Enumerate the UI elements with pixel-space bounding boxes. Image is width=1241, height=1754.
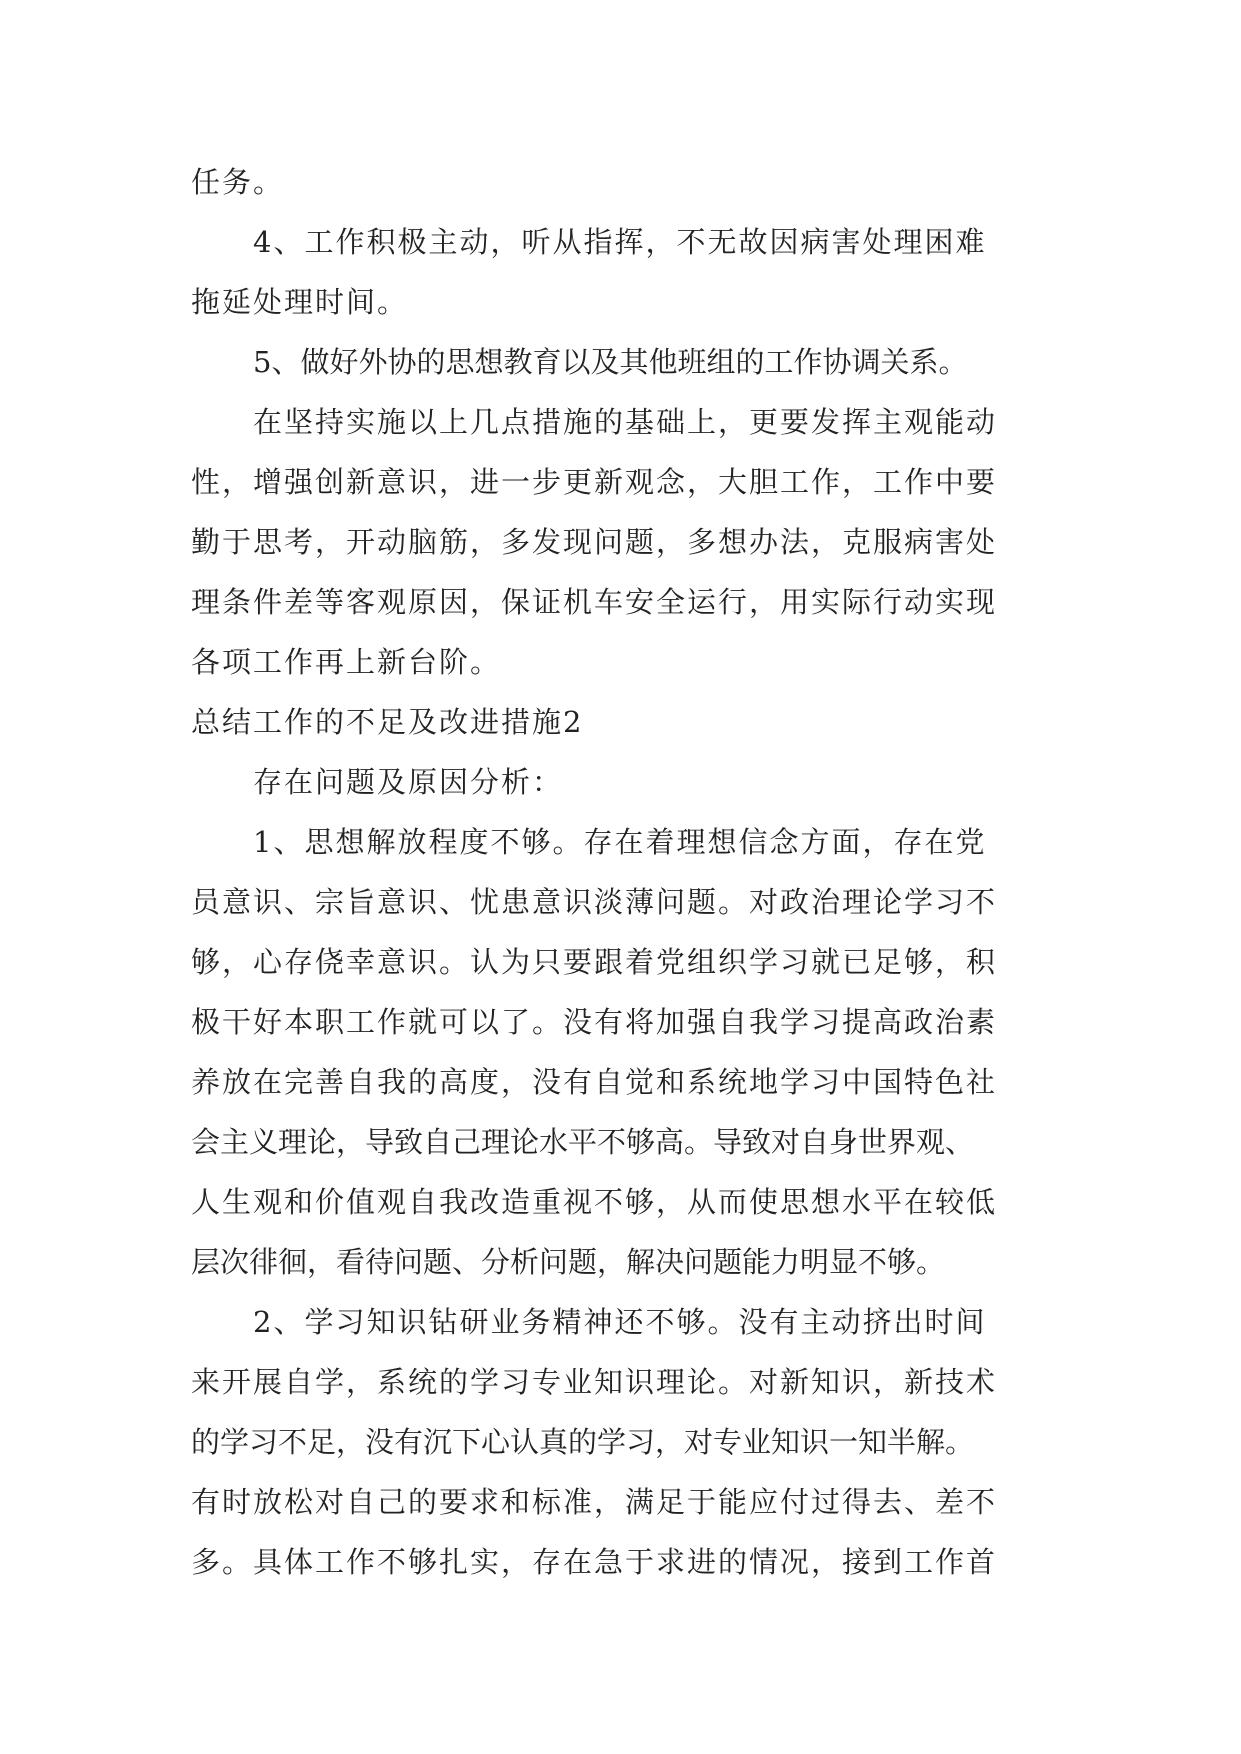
text-line: 勤于思考，开动脑筋，多发现问题，多想办法，克服病害处: [191, 525, 998, 559]
text-line: 养放在完善自我的高度，没有自觉和系统地学习中国特色社: [191, 1065, 998, 1099]
text-line: 各项工作再上新台阶。: [191, 645, 502, 679]
numbered-item-4: 4、工作积极主动，听从指挥，不无故因病害处理困难: [253, 225, 987, 259]
text-line: 会主义理论，导致自己理论水平不够高。导致对自身世界观、: [191, 1125, 975, 1159]
text-line: 理条件差等客观原因，保证机车安全运行，用实际行动实现: [191, 585, 998, 619]
section-heading: 总结工作的不足及改进措施2: [191, 705, 584, 739]
text-line: 极干好本职工作就可以了。没有将加强自我学习提高政治素: [191, 1005, 998, 1039]
text-line: 员意识、宗旨意识、忧患意识淡薄问题。对政治理论学习不: [191, 885, 998, 919]
text-line: 拖延处理时间。: [191, 285, 409, 319]
text-line: 性，增强创新意识，进一步更新观念，大胆工作，工作中要: [191, 465, 998, 499]
text-line: 人生观和价值观自我改造重视不够，从而使思想水平在较低: [191, 1185, 998, 1219]
numbered-item-2: 2、学习知识钻研业务精神还不够。没有主动挤出时间: [253, 1305, 987, 1339]
numbered-item-1: 1、思想解放程度不够。存在着理想信念方面，存在党: [253, 825, 987, 859]
subheading: 存在问题及原因分析：: [253, 765, 564, 799]
text-line: 来开展自学，系统的学习专业知识理论。对新知识，新技术: [191, 1365, 998, 1399]
text-line: 任务。: [191, 165, 285, 199]
text-line: 层次徘徊，看待问题、分析问题，解决问题能力明显不够。: [191, 1245, 946, 1279]
text-line: 多。具体工作不够扎实，存在急于求进的情况，接到工作首: [191, 1545, 998, 1579]
numbered-item-5: 5、做好外协的思想教育以及其他班组的工作协调关系。: [253, 345, 968, 379]
text-line: 有时放松对自己的要求和标准，满足于能应付过得去、差不: [191, 1485, 998, 1519]
text-line: 够，心存侥幸意识。认为只要跟着党组织学习就已足够，积: [191, 945, 998, 979]
text-line: 的学习不足，没有沉下心认真的学习，对专业知识一知半解。: [191, 1425, 975, 1459]
document-body: [191, 152, 1056, 1592]
paragraph-start: 在坚持实施以上几点措施的基础上，更要发挥主观能动: [253, 405, 998, 439]
